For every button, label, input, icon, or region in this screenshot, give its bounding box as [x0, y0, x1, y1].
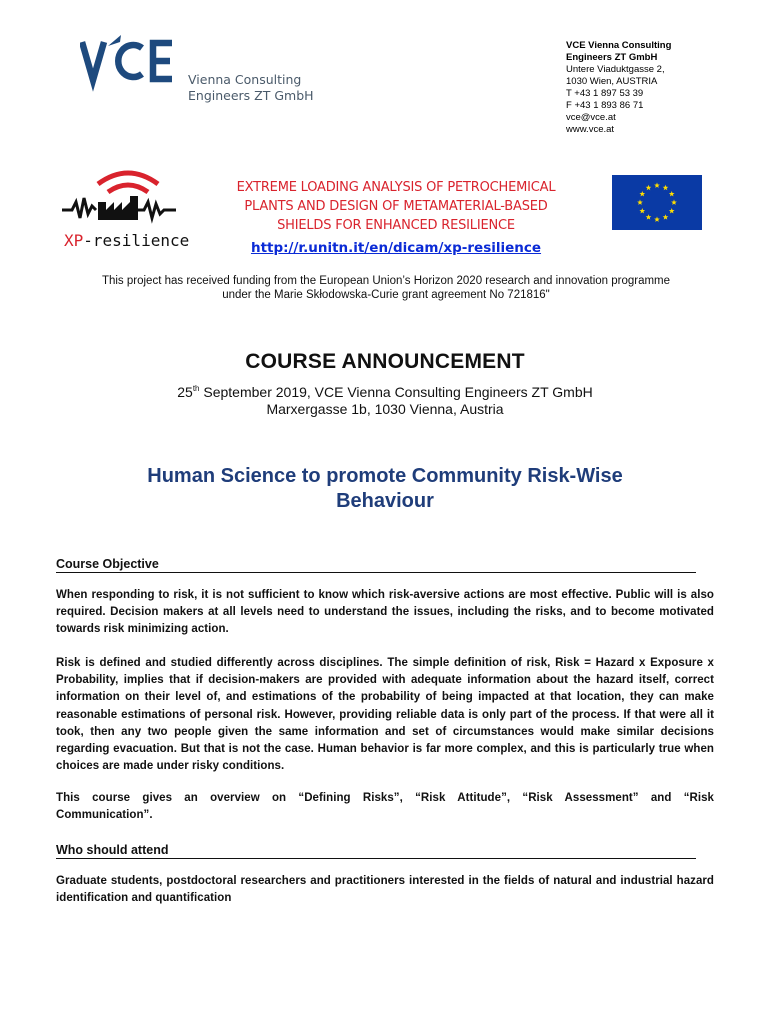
xp-wordmark-rest: -resilience	[83, 231, 190, 250]
fax-line: F +43 1 893 86 71	[566, 100, 644, 111]
email-line[interactable]: vce@vce.at	[566, 112, 616, 123]
date-suffix: th	[192, 384, 200, 393]
course-title-line: Human Science to promote Community Risk-Wise	[147, 465, 623, 487]
vce-name-line2: Engineers ZT GmbH	[188, 88, 314, 103]
vce-logo	[80, 32, 320, 112]
objective-paragraph: Risk is defined and studied differently across disciplines. The simple definition of risk, Risk = Hazard x Exposure x Probability, implies that if decision-makers are provided with adequate information about the hazard itself, correct information on their level of, and estimations of the probability of being impacted at that location, they can make reasonable estimations of personal risk. However, providing reliable data is only part of the process. If that were all it took, then any two people given the same information and set of circumstances would make similar decisions regarding evacuation. But that is not the case. Human behavior is far more complex, and this is particularly true when choices are made under risky conditions.	[56, 657, 714, 773]
website-line[interactable]: www.vce.at	[566, 124, 615, 135]
date-day: 25	[177, 384, 193, 400]
xp-wordmark-red: XP	[64, 231, 84, 250]
objective-paragraph: This course gives an overview on “Defining Risks”, “Risk Attitude”, “Risk Assessment” and “Risk Communication”.	[56, 792, 714, 822]
attend-paragraph: Graduate students, postdoctoral researchers and practitioners interested in the fields of natural and industrial hazard identification and quantification	[56, 875, 714, 905]
xp-resilience-graphic	[58, 158, 198, 230]
xp-resilience-logo	[58, 158, 198, 254]
project-url-link[interactable]: http://r.unitn.it/en/dicam/xp-resilience	[250, 240, 542, 256]
course-objective-heading: Course Objective	[56, 557, 696, 573]
course-title	[60, 464, 710, 514]
course-title-line: Behaviour	[336, 490, 434, 512]
address-line: 1030 Wien, AUSTRIA	[566, 76, 658, 87]
date-rest: September 2019, VCE Vienna Consulting Engineers ZT GmbH	[199, 384, 593, 400]
funding-line: This project has received funding from the European Union’s Horizon 2020 research and innovation programme	[101, 275, 671, 287]
announcement-title: COURSE ANNOUNCEMENT	[245, 350, 525, 373]
vce-logo-mark	[80, 32, 180, 92]
company-address-block	[566, 40, 716, 136]
project-title-line: SHIELDS FOR ENHANCED RESILIENCE	[277, 218, 515, 233]
funding-line: under the Marie Skłodowska-Curie grant agreement No 721816"	[222, 289, 550, 301]
project-title-line: EXTREME LOADING ANALYSIS OF PETROCHEMICAL	[236, 180, 556, 195]
phone-line: T +43 1 897 53 39	[566, 88, 644, 99]
address-line: Engineers ZT GmbH	[566, 52, 658, 63]
funding-statement	[52, 274, 720, 302]
announcement-address: Marxergasse 1b, 1030 Vienna, Austria	[266, 401, 504, 417]
project-title-line: PLANTS AND DESIGN OF METAMATERIAL-BASED	[244, 199, 548, 214]
address-line: Untere Viaduktgasse 2,	[566, 64, 665, 75]
project-title	[196, 178, 596, 235]
address-line: VCE Vienna Consulting	[566, 40, 672, 51]
eu-flag-icon	[612, 175, 702, 230]
announcement-date	[0, 384, 770, 401]
objective-paragraph: When responding to risk, it is not sufficient to know which risk-aversive actions are most effective. Public will is also required. Decision makers at all levels need to understand the issues, including the risks, and to become motivated towards risk minimizing action.	[56, 589, 714, 636]
who-should-attend-heading: Who should attend	[56, 843, 696, 859]
xp-resilience-wordmark	[64, 232, 189, 250]
vce-name-line1: Vienna Consulting	[188, 72, 302, 87]
